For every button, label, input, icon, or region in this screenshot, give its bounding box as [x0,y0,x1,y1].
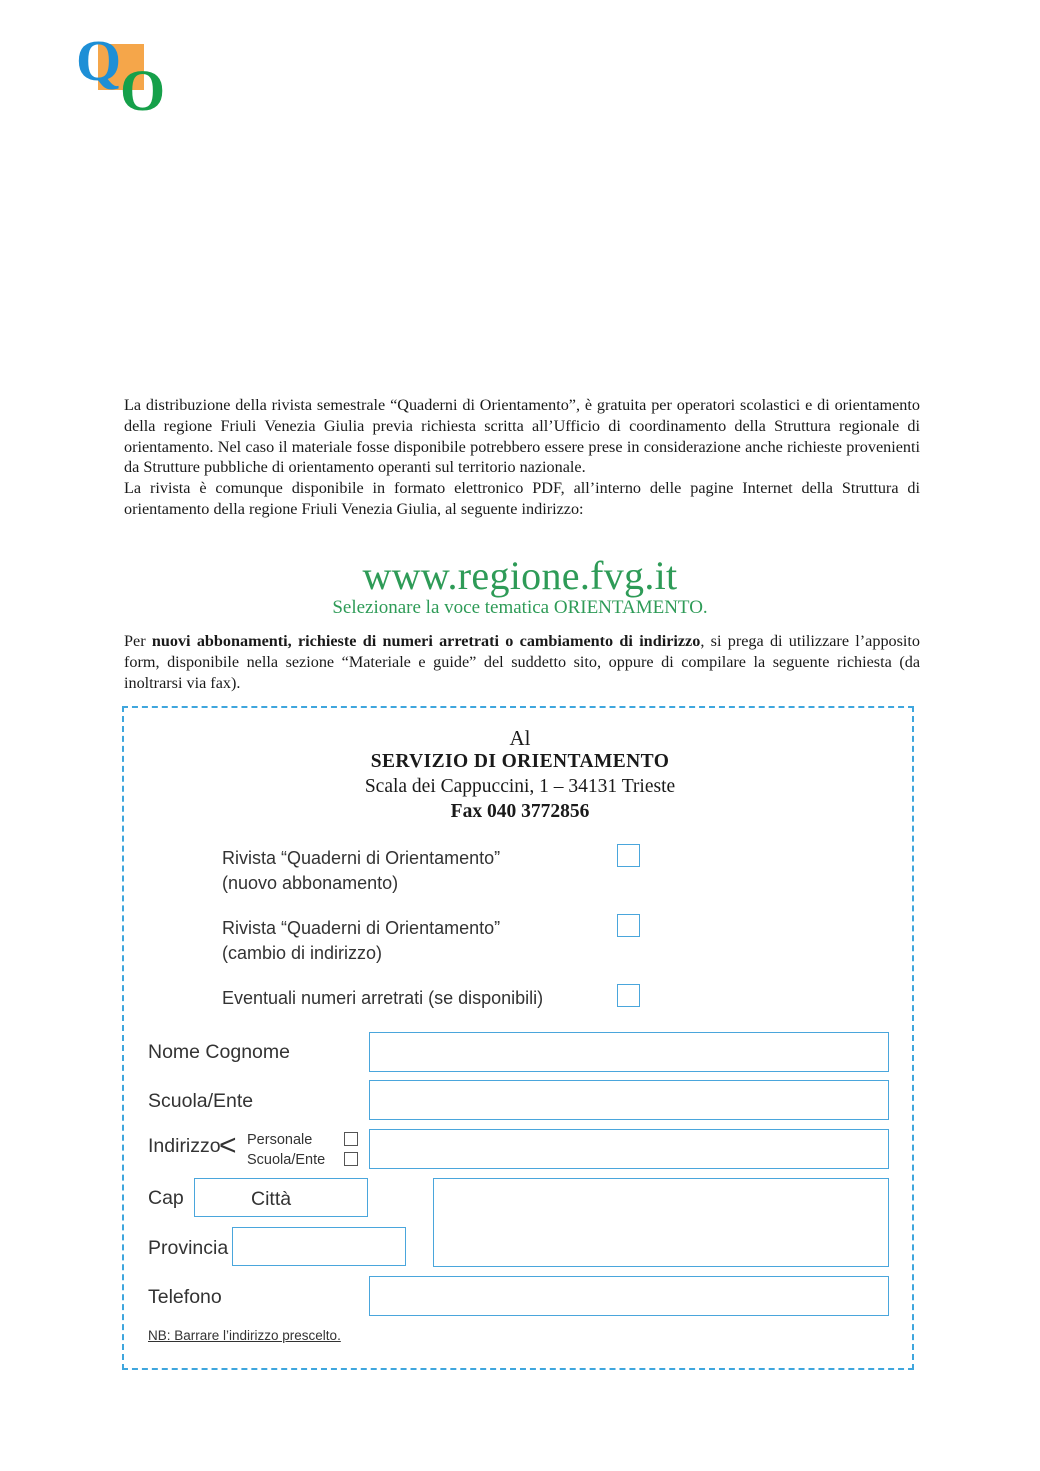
option-back-issues-label [222,986,543,1011]
address-al: Al [509,726,531,750]
provincia-label: Provincia [148,1237,229,1259]
telefono-field[interactable] [369,1276,889,1316]
nome-cognome-field[interactable] [369,1032,889,1072]
cap-label: Cap [148,1187,184,1209]
citta-field[interactable] [433,1178,889,1267]
scuola-ente-checkbox[interactable] [344,1152,358,1166]
request-text [124,631,920,693]
address-office-name: SERVIZIO DI ORIENTAMENTO [370,751,670,772]
scuola-ente-small-label: Scuola/Ente [247,1152,326,1168]
request-sep-1: , [287,632,298,650]
request-rest: , si prega di utilizzare l’apposito form, disponibile nella sezione “Materiale e guide” del suddetto sito, oppure di compilare la seguente richiesta (da inoltrarsi via fax). [124,632,921,692]
intro-text [124,395,920,520]
personale-checkbox[interactable] [344,1132,358,1146]
option-line-2: (nuovo abbonamento) [222,873,399,893]
website-hint: Selezionare la voce tematica ORIENTAMENTO. [332,597,708,618]
intro-paragraph-1: La distribuzione della rivista semestrale “Quaderni di Orientamento”, è gratuita per operatori scolastici e di orientamento della regione Friuli Venezia Giulia previa richiesta scritta all’Ufficio di coordinamento della Struttura regionale di orientamento. Nel caso il materiale fosse disponibile potrebbero essere prese in considerazione anche richieste provenienti da Strutture pubbliche di orientamento operanti sul territorio nazionale. [124,396,920,477]
request-sep-2: o [499,632,520,650]
nome-cognome-label: Nome Cognome [148,1041,290,1063]
address-fax: Fax 040 3772856 [450,801,590,822]
footnote: NB: Barrare l’indirizzo prescelto. [148,1328,341,1343]
option-line-2: (cambio di indirizzo) [222,943,383,963]
logo-q-letter: Q [76,28,122,93]
request-bold-back-issues: richieste di numeri arretrati [298,632,499,650]
option-back-issues-checkbox[interactable] [617,984,640,1007]
option-new-subscription-label [222,846,500,896]
personale-label: Personale [247,1132,313,1148]
qo-logo [74,28,174,114]
scuola-ente-label: Scuola/Ente [148,1090,254,1112]
request-bold-address-change: cambiamento di indirizzo [519,632,701,650]
option-address-change-label [222,916,500,966]
request-prefix: Per [124,632,152,650]
option-line-1: Eventuali numeri arretrati (se disponibili) [222,988,544,1008]
logo-o-letter: O [120,58,166,114]
telefono-label: Telefono [148,1286,222,1308]
option-line-1: Rivista “Quaderni di Orientamento” [222,848,501,868]
indirizzo-branch-symbol: < [219,1129,237,1162]
provincia-field[interactable] [232,1227,406,1266]
option-new-subscription-checkbox[interactable] [617,844,640,867]
option-address-change-checkbox[interactable] [617,914,640,937]
citta-label: Città [251,1188,292,1210]
indirizzo-field[interactable] [369,1129,889,1169]
cap-citta-field[interactable] [194,1178,368,1217]
indirizzo-label: Indirizzo [148,1135,221,1157]
website-url[interactable]: www.regione.fvg.it [362,553,678,598]
intro-paragraph-2: La rivista è comunque disponibile in formato elettronico PDF, all’interno delle pagine Internet della Struttura di orientamento della regione Friuli Venezia Giulia, al seguente indirizzo: [124,479,920,518]
request-bold-new-subscriptions: nuovi abbonamenti [151,632,288,650]
scuola-ente-field[interactable] [369,1080,889,1120]
address-street: Scala dei Cappuccini, 1 – 34131 Trieste [364,776,676,797]
option-line-1: Rivista “Quaderni di Orientamento” [222,918,501,938]
